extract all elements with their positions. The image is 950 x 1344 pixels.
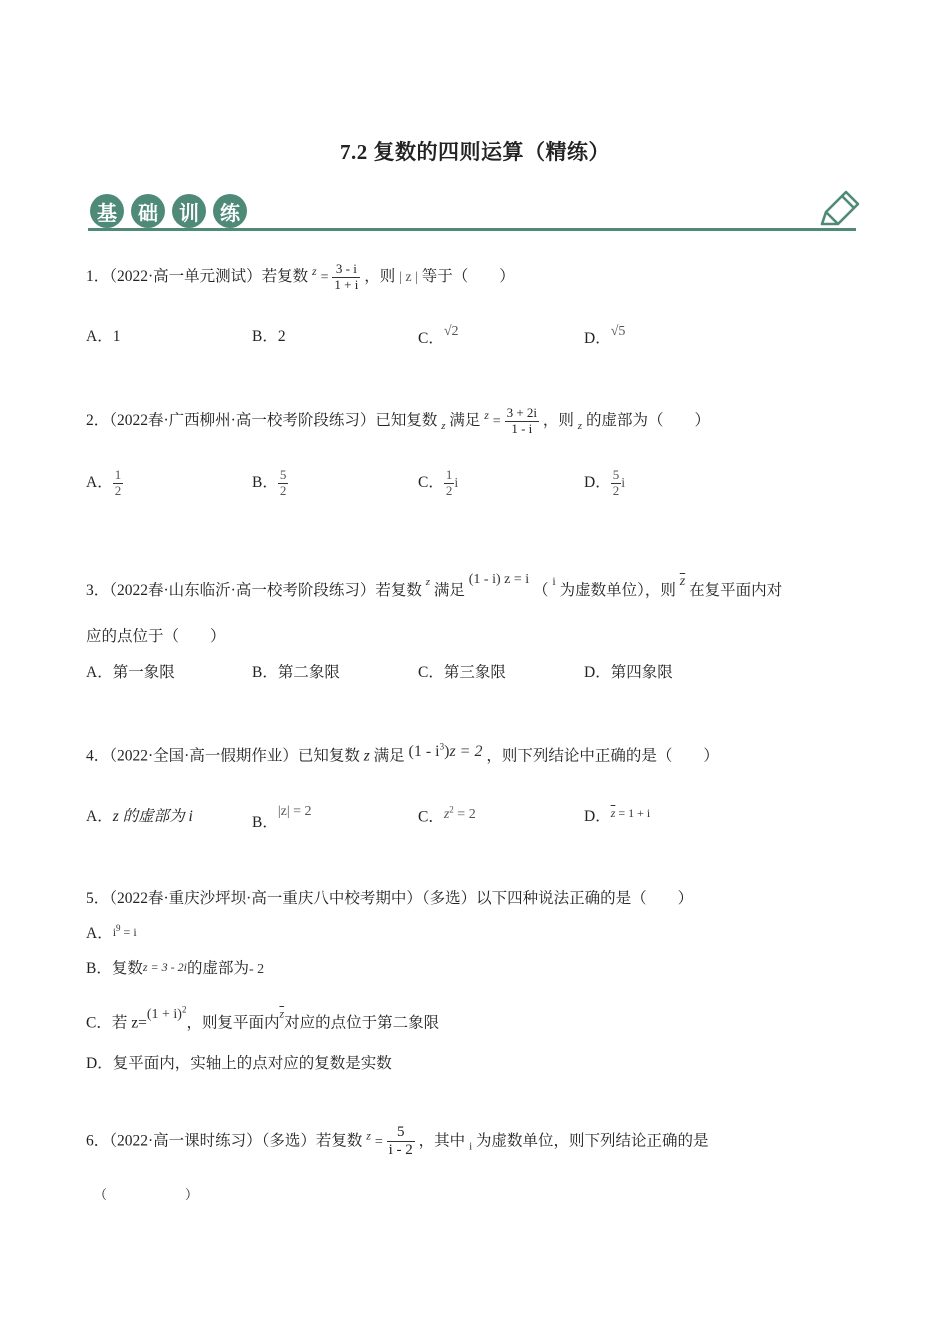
question-6: [86, 1124, 709, 1160]
q1-den: 1 + i: [334, 276, 359, 292]
q5-option-b[interactable]: B．复数z = 3 - 2i的虚部为- 2: [86, 960, 265, 977]
q3-option-d[interactable]: D．第四象限: [584, 664, 673, 681]
question-1: [86, 262, 515, 293]
q3-zbar: $\overline{z}$: [679, 574, 686, 589]
page-title: 7.2 复数的四则运算（精练）: [340, 140, 610, 164]
q6-fraction: [387, 1124, 415, 1160]
q5-option-a[interactable]: A．$i^9 = i$: [86, 923, 137, 942]
q2-num: 3 + 2i: [506, 405, 538, 420]
question-2-stem-d: 的虚部为（ ）: [585, 412, 710, 429]
section-char-2: 础: [131, 194, 165, 228]
q1-option-a[interactable]: A．1: [86, 328, 121, 345]
question-5: 5．（2022春·重庆沙坪坝·高一重庆八中校考期中）（多选）以下四种说法正确的是（ ）: [86, 890, 694, 907]
q4-expr: $(1 - i^3)z = 2$: [408, 742, 483, 761]
question-3-stem-c: （: [533, 582, 549, 599]
q3-option-c[interactable]: C．第三象限: [418, 664, 506, 681]
q1-fraction: [332, 262, 360, 293]
q6-den: i - 2: [388, 1142, 413, 1159]
question-1-stem-c: 等于（ ）: [421, 268, 515, 285]
q3-option-b[interactable]: B．第二象限: [252, 664, 340, 681]
q3-z: z: [425, 576, 430, 588]
question-6-stem: 6．（2022·高一课时练习）（多选）若复数: [86, 1132, 363, 1150]
q2-option-d[interactable]: D． $\frac{5}{2}$ i: [584, 467, 626, 498]
q3-i: i: [552, 574, 556, 588]
q2-option-b[interactable]: B． $\frac{5}{2}$: [252, 467, 287, 498]
q1-eq: =: [320, 270, 329, 285]
q6-z: z: [366, 1128, 371, 1143]
question-3-stem-e: 在复平面内对: [689, 582, 783, 599]
q5-option-c[interactable]: C．若 $z=(1 + i)^2$，则复平面内$^{\overline{z}}$对应的点位于第二象限: [86, 1004, 440, 1032]
question-4-stem-b: 满足: [373, 747, 405, 765]
q3-expr: (1 - i) z = i: [468, 572, 530, 587]
pencil-icon: [818, 188, 862, 230]
section-char-3: 训: [172, 194, 206, 228]
q4-z: z: [363, 747, 370, 765]
question-2-stem: 2．（2022春·广西柳州·高一校考阶段练习）已知复数: [86, 412, 438, 429]
question-2: [86, 406, 710, 437]
question-1-stem: 1．（2022·高一单元测试）若复数: [86, 268, 309, 285]
q2-z-3: z: [577, 420, 583, 433]
q4-option-b[interactable]: B．|z| = 2: [252, 804, 312, 831]
q6-num: 5: [387, 1124, 415, 1142]
question-3-stem-d: 为虚数单位），则: [559, 582, 676, 599]
question-3-line2: 应的点位于（ ）: [86, 628, 226, 645]
q5-option-d[interactable]: D．复平面内，实轴上的点对应的复数是实数: [86, 1055, 392, 1072]
q3-option-a[interactable]: A．第一象限: [86, 664, 175, 681]
q6-i: i: [469, 1140, 473, 1153]
question-6-stem-c: 为虚数单位，则下列结论正确的是: [476, 1132, 709, 1150]
question-4: [86, 742, 719, 765]
q1-num: 3 - i: [332, 262, 360, 278]
section-char-4: 练: [213, 194, 247, 228]
q2-z-2: z: [484, 408, 489, 422]
question-3-stem: 3．（2022春·山东临沂·高一校考阶段练习）若复数: [86, 582, 422, 599]
question-3: [86, 572, 782, 600]
question-2-stem-c: ，则: [542, 412, 574, 429]
question-6-answer-blank: （ ）: [94, 1187, 199, 1202]
q1-option-b[interactable]: B．2: [252, 328, 286, 345]
q4-option-a[interactable]: A．z 的虚部为 i: [86, 808, 193, 825]
q2-z: z: [441, 420, 446, 433]
question-2-stem-b: 满足: [449, 412, 481, 429]
q2-eq: =: [492, 414, 501, 429]
q1-option-c[interactable]: C．√2: [418, 324, 459, 347]
q2-option-c[interactable]: C． $\frac{1}{2}$ i: [418, 467, 459, 498]
question-4-stem-c: ，则下列结论中正确的是（ ）: [486, 747, 719, 765]
question-6-stem-b: ，其中: [418, 1132, 466, 1150]
q2-option-a[interactable]: A． $\frac{1}{2}$: [86, 467, 122, 498]
q6-eq: =: [374, 1134, 383, 1150]
q1-z: z: [312, 264, 317, 278]
question-4-stem: 4．（2022·全国·高一假期作业）已知复数: [86, 747, 360, 765]
question-1-stem-b: ，则: [364, 268, 396, 285]
q2-fraction: [505, 406, 539, 437]
question-3-stem-b: 满足: [433, 582, 465, 599]
q1-abs-z: | z |: [399, 270, 418, 285]
q4-option-d[interactable]: D．$^{\overline{z} = 1 + i}$: [584, 806, 651, 825]
section-divider: [88, 228, 856, 231]
q1-option-d[interactable]: D．√5: [584, 324, 626, 347]
q4-option-c[interactable]: C．$z^2 = 2$: [418, 804, 476, 826]
q2-den: 1 - i: [511, 420, 533, 436]
section-char-1: 基: [90, 194, 124, 228]
